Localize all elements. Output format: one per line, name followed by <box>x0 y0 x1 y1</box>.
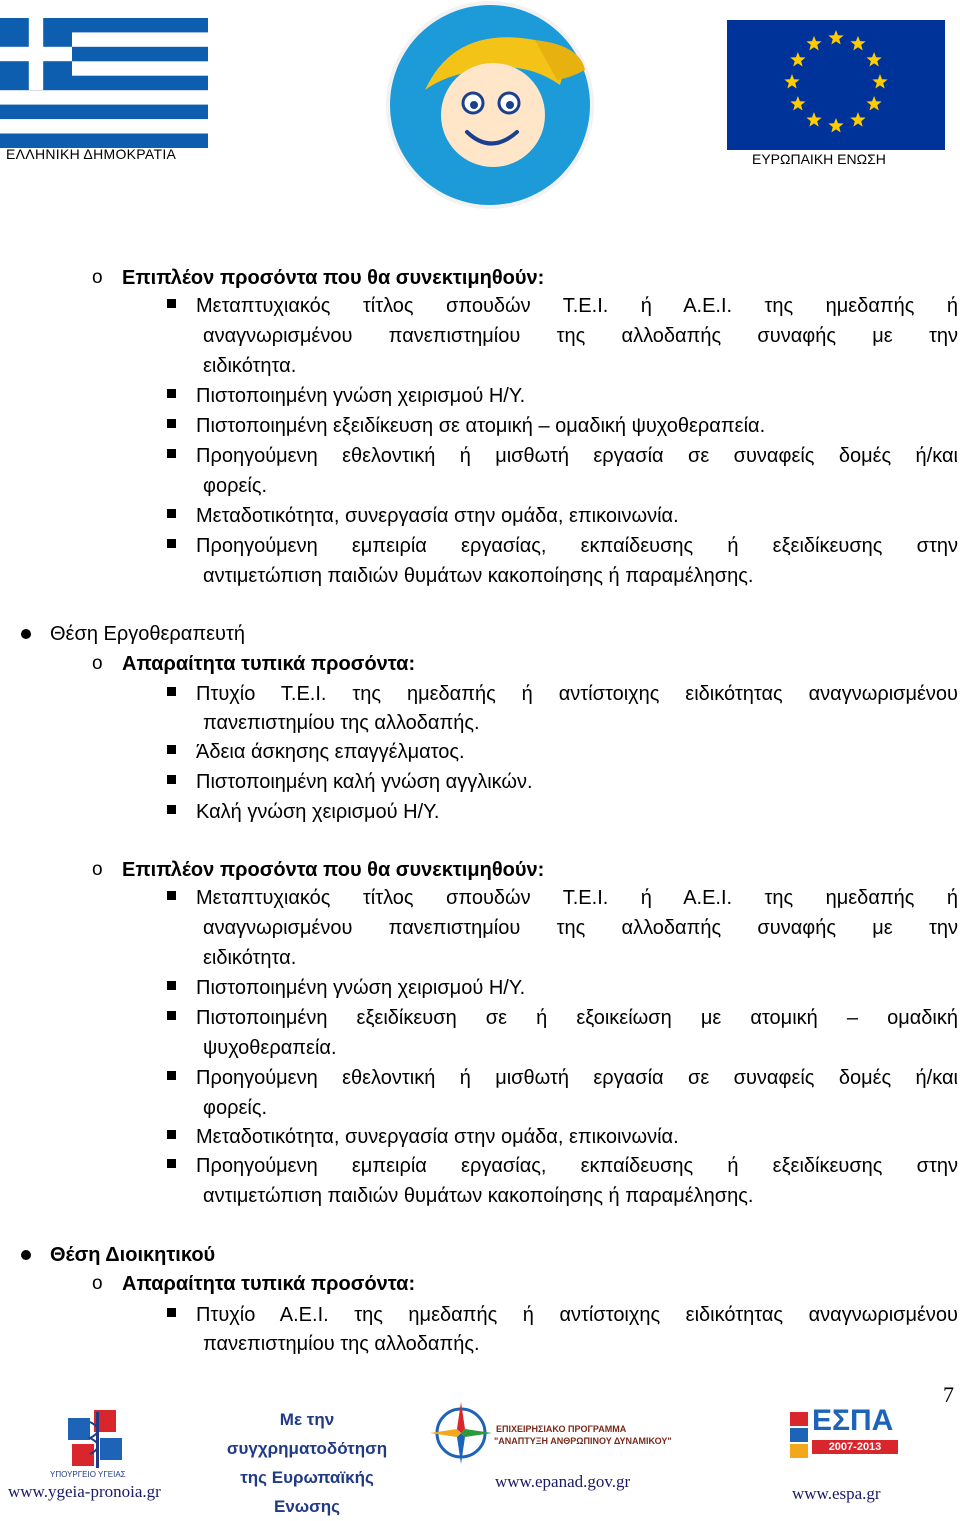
square-bullet-marker <box>167 1011 176 1020</box>
square-bullet-marker <box>167 745 176 754</box>
list-item-line: Πτυχίο Τ.Ε.Ι. της ημεδαπής ή αντίστοιχης ειδικότητας αναγνωρισμένου <box>196 683 958 705</box>
required-qualifications-heading: Απαραίτητα τυπικά προσόντα: <box>122 653 416 675</box>
greek-republic-caption: ΕΛΛΗΝΙΚΗ ΔΗΜΟΚΡΑΤΙΑ <box>6 146 177 162</box>
epanad-caption: "ΑΝΑΠΤΥΞΗ ΑΝΘΡΩΠΙΝΟΥ ΔΥΝΑΜΙΚΟΥ" <box>494 1436 672 1446</box>
espa-link[interactable]: www.espa.gr <box>792 1484 881 1503</box>
eu-flag-logo <box>727 20 945 150</box>
list-item-line: αναγνωρισμένου πανεπιστημίου της αλλοδαπής συναφής με την <box>203 917 958 939</box>
circle-bullet-marker: o <box>92 1273 103 1294</box>
epanad-caption: ΕΠΙΧΕΙΡΗΣΙΑΚΟ ΠΡΟΓΡΑΜΜΑ <box>496 1424 627 1434</box>
list-item-line: Προηγούμενη εμπειρία εργασίας, εκπαίδευσης ή εξειδίκευσης στην <box>196 1155 958 1177</box>
round-bullet-marker <box>21 629 31 639</box>
ygeia-pronoia-link[interactable]: www.ygeia-pronoia.gr <box>8 1482 161 1501</box>
epanad-link[interactable]: www.epanad.gov.gr <box>495 1472 631 1491</box>
cofund-line: Ενωσης <box>273 1497 340 1516</box>
cofund-line: συγχρηματοδότηση <box>226 1439 388 1458</box>
list-item-line: Άδεια άσκησης επαγγέλματος. <box>196 741 465 763</box>
square-bullet-marker <box>167 775 176 784</box>
list-item-line: ψυχοθεραπεία. <box>203 1037 337 1059</box>
square-bullet-marker <box>167 805 176 814</box>
espa-logo-text: ΕΣΠΑ <box>812 1404 894 1437</box>
required-qualifications-heading: Απαραίτητα τυπικά προσόντα: <box>122 1273 416 1295</box>
list-item-line: Πιστοποιημένη εξειδίκευση σε ή εξοικείωση με ατομική – ομαδική <box>196 1007 958 1029</box>
square-bullet-marker <box>167 419 176 428</box>
list-item-line: Πιστοποιημένη γνώση χειρισμού Η/Υ. <box>196 385 526 407</box>
list-item-line: Πιστοποιημένη γνώση χειρισμού Η/Υ. <box>196 977 526 999</box>
greek-flag-logo <box>0 18 208 148</box>
list-item-line: φορείς. <box>203 475 268 497</box>
extra-qualifications-heading: Επιπλέον προσόντα που θα συνεκτιμηθούν: <box>122 859 545 881</box>
extra-qualifications-heading: Επιπλέον προσόντα που θα συνεκτιμηθούν: <box>122 267 545 289</box>
list-item-line: Πτυχίο Α.Ε.Ι. της ημεδαπής ή αντίστοιχης ειδικότητας αναγνωρισμένου <box>196 1304 958 1326</box>
square-bullet-marker <box>167 1308 176 1317</box>
cofund-line: Με την <box>279 1410 335 1429</box>
espa-swatch <box>790 1428 808 1442</box>
circle-bullet-marker: o <box>92 653 103 674</box>
list-item-line: πανεπιστημίου της αλλοδαπής. <box>203 712 480 734</box>
espa-swatch <box>790 1444 808 1458</box>
list-item-line: αναγνωρισμένου πανεπιστημίου της αλλοδαπής συναφής με την <box>203 325 958 347</box>
cofunding-statement <box>212 1405 402 1521</box>
list-item-line: ειδικότητα. <box>203 947 297 969</box>
list-item-line: Προηγούμενη εθελοντική ή μισθωτή εργασία σε συναφείς δομές ή/και <box>196 1067 958 1089</box>
position-title-administrative: Θέση Διοικητικού <box>50 1244 216 1266</box>
espa-logo <box>790 1404 902 1478</box>
square-bullet-marker <box>167 891 176 900</box>
square-bullet-marker <box>167 389 176 398</box>
health-ministry-logo <box>60 1408 140 1470</box>
square-bullet-marker <box>167 509 176 518</box>
square-bullet-marker <box>167 687 176 696</box>
square-bullet-marker <box>167 539 176 548</box>
circle-bullet-marker: o <box>92 267 103 288</box>
list-item-line: αντιμετώπιση παιδιών θυμάτων κακοποίησης ή παραμέλησης. <box>203 1185 754 1207</box>
list-item-line: Καλή γνώση χειρισμού Η/Υ. <box>196 801 440 823</box>
circle-bullet-marker: o <box>92 859 103 880</box>
round-bullet-marker <box>21 1250 31 1260</box>
list-item-line: Μεταδοτικότητα, συνεργασία στην ομάδα, επικοινωνία. <box>196 1126 679 1148</box>
list-item-line: Πιστοποιημένη εξειδίκευση σε ατομική – ομαδική ψυχοθεραπεία. <box>196 415 766 437</box>
european-union-caption: ΕΥΡΩΠΑΙΚΗ ΕΝΩΣΗ <box>752 151 886 167</box>
list-item-line: Μεταπτυχιακός τίτλος σπουδών Τ.Ε.Ι. ή Α.Ε.Ι. της ημεδαπής ή <box>196 295 958 317</box>
list-item-line: Πιστοποιημένη καλή γνώση αγγλικών. <box>196 771 533 793</box>
compass-rose-logo <box>428 1398 494 1468</box>
list-item-line: Προηγούμενη εθελοντική ή μισθωτή εργασία σε συναφείς δομές ή/και <box>196 445 958 467</box>
list-item-line: ειδικότητα. <box>203 355 297 377</box>
square-bullet-marker <box>167 449 176 458</box>
list-item-line: αντιμετώπιση παιδιών θυμάτων κακοποίησης ή παραμέλησης. <box>203 565 754 587</box>
square-bullet-marker <box>167 1130 176 1139</box>
list-item-line: Μεταδοτικότητα, συνεργασία στην ομάδα, επικοινωνία. <box>196 505 679 527</box>
list-item-line: φορείς. <box>203 1097 268 1119</box>
espa-swatch <box>790 1412 808 1426</box>
health-ministry-caption: ΥΠΟΥΡΓΕΙΟ ΥΓΕΙΑΣ <box>50 1470 126 1479</box>
smile-of-the-child-logo <box>385 0 595 210</box>
espa-years: 2007-2013 <box>812 1440 898 1454</box>
list-item-line: Μεταπτυχιακός τίτλος σπουδών Τ.Ε.Ι. ή Α.Ε.Ι. της ημεδαπής ή <box>196 887 958 909</box>
cofund-line: της Ευρωπαϊκής <box>240 1468 374 1487</box>
square-bullet-marker <box>167 1071 176 1080</box>
square-bullet-marker <box>167 1159 176 1168</box>
list-item-line: πανεπιστημίου της αλλοδαπής. <box>203 1333 480 1355</box>
square-bullet-marker <box>167 981 176 990</box>
square-bullet-marker <box>167 299 176 308</box>
position-title-occupational-therapist: Θέση Εργοθεραπευτή <box>50 623 245 645</box>
list-item-line: Προηγούμενη εμπειρία εργασίας, εκπαίδευσης ή εξειδίκευσης στην <box>196 535 958 557</box>
page-number: 7 <box>943 1382 954 1407</box>
